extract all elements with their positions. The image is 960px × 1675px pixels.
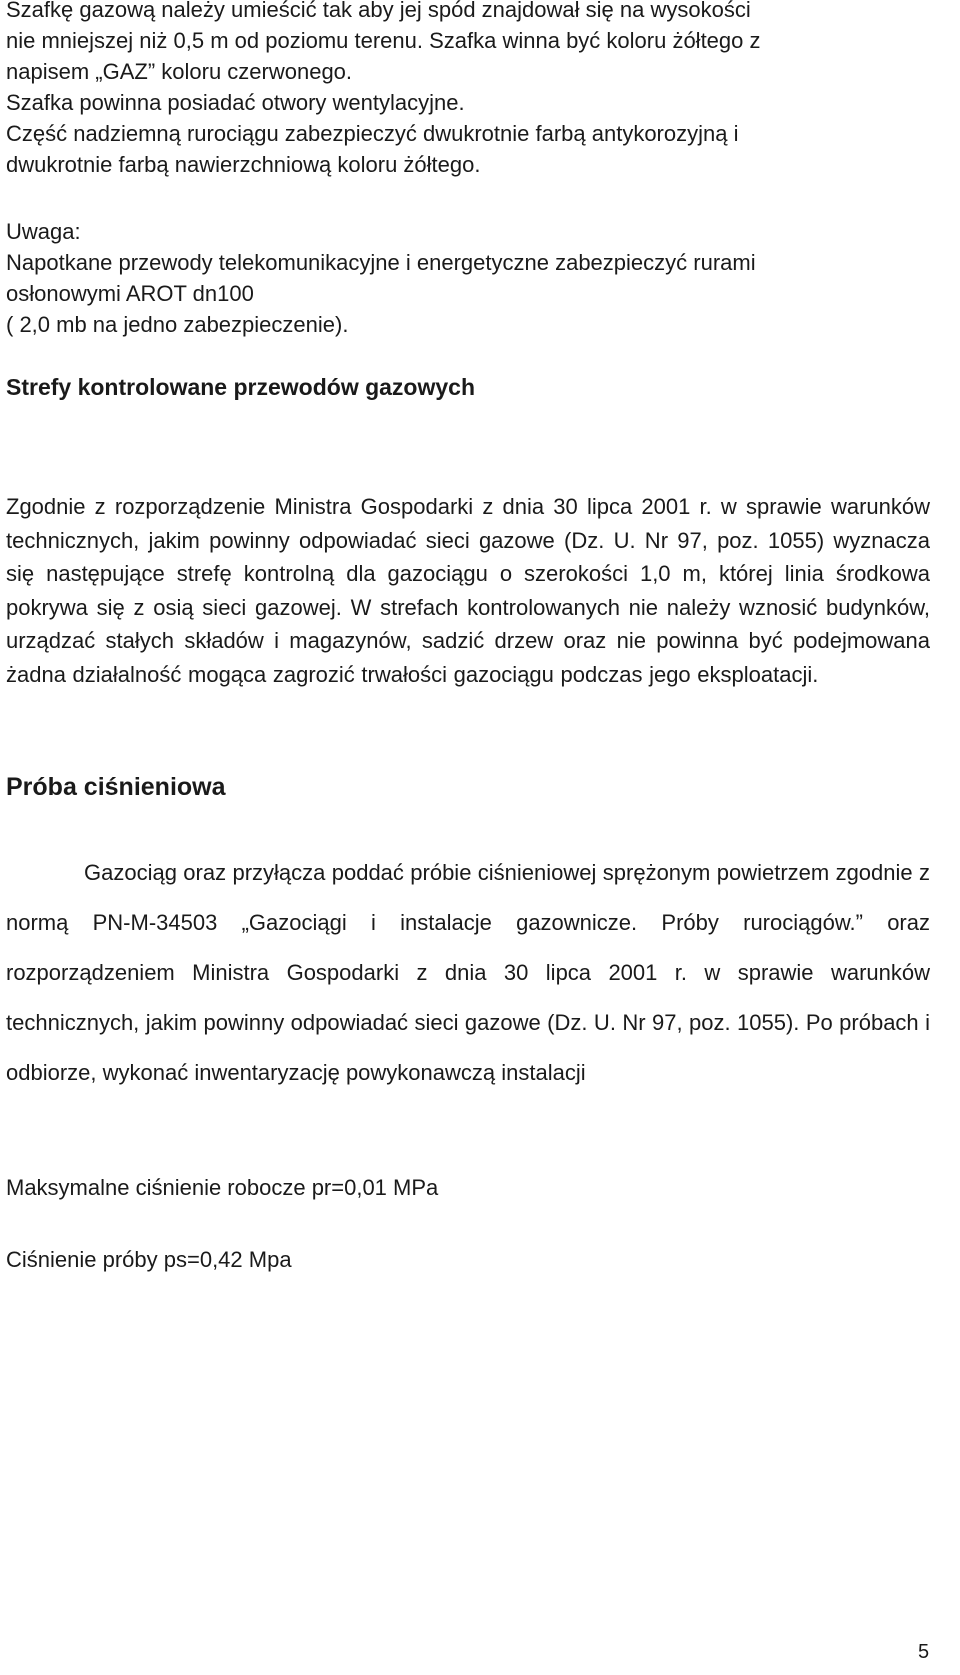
heading-pressure-test: Próba ciśnieniowa (6, 773, 226, 801)
paragraph-control-zones: Zgodnie z rozporządzenie Ministra Gospodarki z dnia 30 lipca 2001 r. w sprawie warunków technicznych, jakim powinny odpowiadać sieci gazowe (Dz. U. Nr 97, poz. 1055) wyznacza się następujące strefę kontrolną dla gazociągu o szerokości 1,0 m, której linia środkowa pokrywa się z osią sieci gazowej. W strefach kontrolowanych nie należy wznosić budynków, urządzać stałych składów i magazynów, sadzić drzew oraz nie powinna być podejmowana żadna działalność mogąca zagrozić trwałości gazociągu podczas jego eksploatacji. (6, 494, 930, 687)
max-working-pressure: Maksymalne ciśnienie robocze pr=0,01 MPa (6, 1175, 439, 1200)
page-number: 5 (918, 1641, 930, 1663)
paragraph-pressure-test: Gazociąg oraz przyłącza poddać próbie ciśnieniowej sprężonym powietrzem zgodnie z normą PN-M-34503 „Gazociągi i instalacje gazownicze. Próby rurociągów.” oraz rozporządzeniem Ministra Gospodarki z dnia 30 lipca 2001 r. w sprawie warunków technicznych, jakim powinny odpowiadać sieci gazowe (Dz. U. Nr 97, poz. 1055). Po próbach i odbiorze, wykonać inwentaryzację powykonawczą instalacji (6, 860, 930, 1085)
test-pressure: Ciśnienie próby ps=0,42 Mpa (6, 1247, 292, 1272)
paragraph-gas-cabinet: Szafkę gazową należy umieścić tak aby jej spód znajdował się na wysokości nie mniejszej niż 0,5 m od poziomu terenu. Szafka winna być koloru żółtego z napisem „GAZ” koloru czerwonego. Szafka powinna posiadać otwory wentylacyjne. Część nadziemną rurociągu zabezpieczyć dwukrotnie farbą antykorozyjną i dwukrotnie farbą nawierzchniową koloru żółtego. (6, 0, 761, 177)
heading-control-zones: Strefy kontrolowane przewodów gazowych (6, 374, 476, 400)
paragraph-note: Uwaga: Napotkane przewody telekomunikacyjne i energetyczne zabezpieczyć rurami osłonowymi AROT dn100 ( 2,0 mb na jedno zabezpieczenie). (6, 219, 756, 337)
